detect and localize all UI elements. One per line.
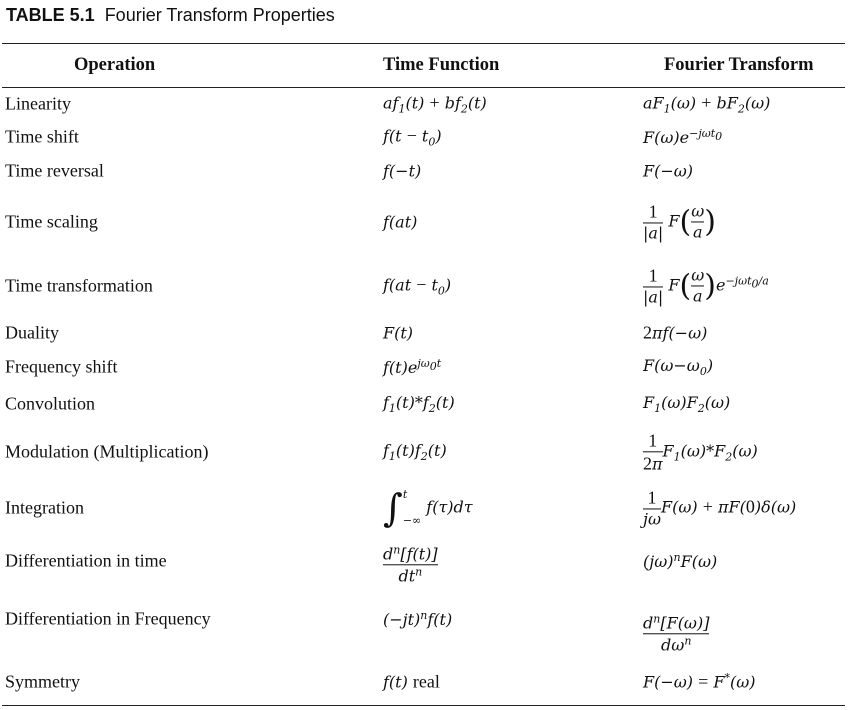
- fourier-transform-cell: $\frac{1}{2\pi}$ $F_1(\omega)*F_2(\omega)$: [643, 430, 758, 473]
- fourier-transform-cell: $aF_1(\omega) + bF_2(\omega)$: [643, 92, 771, 116]
- fourier-transform-cell: $\frac{1}{j\omega}$ F(ω) + πF(0)δ(ω): [643, 487, 797, 529]
- time-function-cell: $\frac{d^n[f(t)]}{dt^n}$: [383, 543, 438, 586]
- table-row: [0, 539, 850, 589]
- time-function-cell: $af_1(t) + bf_2(t)$: [383, 92, 487, 116]
- top-rule: [2, 43, 845, 44]
- operation-cell: Time reversal: [5, 160, 104, 181]
- time-function-cell: f(−t): [383, 161, 422, 181]
- operation-cell: Time shift: [5, 126, 79, 147]
- table-row: [0, 89, 850, 119]
- time-function-cell: $f(t - t_0)$: [383, 125, 442, 149]
- table-row: [0, 317, 850, 349]
- time-function-cell: ∫ t −∞ f(τ)dτ: [383, 486, 473, 530]
- operation-cell: Convolution: [5, 393, 96, 414]
- table-row: [0, 600, 850, 660]
- fourier-transform-cell: $F(\omega-\omega_0)$: [643, 355, 714, 379]
- table-row: [0, 480, 850, 536]
- operation-cell: Modulation (Multiplication): [5, 441, 209, 462]
- fourier-transform-cell: $\frac{d^n[F(\omega)]}{d\omega^n}$: [643, 612, 710, 655]
- table-caption: [6, 5, 335, 26]
- operation-cell: Linearity: [5, 93, 71, 114]
- operation-cell: Symmetry: [5, 671, 80, 692]
- time-function-cell: $f(at - t_0)$: [383, 274, 452, 298]
- table-row: [0, 121, 850, 153]
- operation-cell: Differentiation in time: [5, 550, 167, 571]
- time-function-cell: f(t) real: [383, 671, 440, 692]
- time-function-cell: $f(t)e^{j\omega_0t}$: [383, 356, 442, 378]
- table-row: [0, 256, 850, 316]
- fourier-transform-cell: 2πf(−ω): [643, 322, 708, 343]
- table-row: [0, 666, 850, 698]
- fourier-transform-cell: $(j\omega)^nF(\omega)$: [643, 550, 718, 572]
- table-row: [0, 155, 850, 187]
- operation-cell: Time transformation: [5, 275, 153, 296]
- time-function-cell: $f_1(t)*f_2(t)$: [383, 392, 455, 416]
- time-function-cell: f(at): [383, 212, 418, 232]
- time-function-cell: $(-jt)^nf(t)$: [383, 608, 453, 630]
- table-row: [0, 428, 850, 476]
- fourier-transform-cell: $F(\omega)e^{-j\omega t_0}$: [643, 126, 723, 148]
- fourier-transform-cell: $F_1(\omega)F_2(\omega)$: [643, 392, 731, 416]
- fourier-transform-cell: F(−ω): [643, 161, 694, 181]
- header-rule: [2, 87, 845, 88]
- table-number: TABLE 5.1: [6, 5, 95, 25]
- operation-cell: Integration: [5, 497, 84, 518]
- table-row: [0, 351, 850, 383]
- fourier-transform-cell: F(−ω) = F*(ω): [643, 671, 756, 692]
- header-operation: Operation: [74, 55, 156, 75]
- bottom-rule: [2, 705, 845, 706]
- time-function-cell: $f_1(t)f_2(t)$: [383, 440, 447, 464]
- operation-cell: Differentiation in Frequency: [5, 608, 211, 629]
- operation-cell: Time scaling: [5, 211, 98, 232]
- operation-cell: Duality: [5, 322, 59, 343]
- table-row: [0, 192, 850, 252]
- table-title: Fourier Transform Properties: [104, 5, 335, 25]
- header-time-function: Time Function: [383, 55, 500, 75]
- header-fourier-transform: Fourier Transform: [664, 55, 814, 75]
- fourier-transform-cell: $\frac{1}{|a|}$ F( $\frac{\omega}{a}$ )$e^{-j\omega t_0/a}$: [643, 265, 769, 307]
- time-function-cell: F(t): [383, 323, 414, 343]
- fourier-transform-cell: $\frac{1}{|a|}$ F( $\frac{\omega}{a}$ ): [643, 201, 716, 243]
- table-row: [0, 388, 850, 420]
- operation-cell: Frequency shift: [5, 356, 118, 377]
